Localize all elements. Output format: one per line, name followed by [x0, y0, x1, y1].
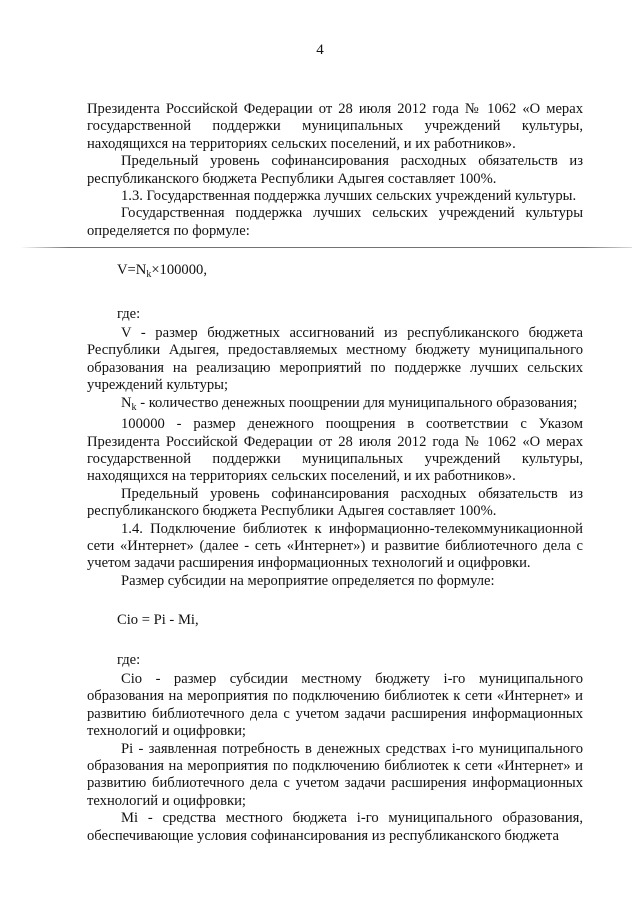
- nk-definition-text: - количество денежных поощрении для муниципального образования;: [136, 394, 578, 411]
- document-body: [87, 101, 583, 845]
- paragraph-cofinancing-level-2: Предельный уровень софинансирования расходных обязательств из республиканского бюджета Республики Адыгея составляет 100%.: [87, 485, 583, 520]
- paragraph-mi-definition: Mi - средства местного бюджета i-го муниципального образования, обеспечивающие условия софинансирования из республиканского бюджета: [87, 810, 583, 844]
- where-label-2: где:: [117, 651, 141, 668]
- paragraph-formula-intro-2: Размер субсидии на мероприятие определяется по формуле:: [121, 572, 495, 589]
- paragraph-formula-intro-1: Государственная поддержка лучших сельских учреждений культуры определяется по формуле:: [87, 205, 583, 239]
- paragraph-pi-definition: Pi - заявленная потребность в денежных средствах i-го муниципального образования на мероприятия по подключению библиотек к сети «Интернет» и развитию библиотечного дела с учетом задачи расширения информационных технологий и оцифровки;: [87, 740, 583, 809]
- formula-v-main: V=N: [117, 262, 147, 279]
- nk-subscript: k: [131, 401, 137, 413]
- paragraph-v-definition: V - размер бюджетных ассигнований из республиканского бюджета Республики Адыгея, предоставляемых местному бюджету муниципального образования на реализацию мероприятий по поддержке лучших сельских учреждений культуры;: [87, 325, 583, 394]
- paragraph-cofinancing-level-1: Предельный уровень софинансирования расходных обязательств из республиканского бюджета Республики Адыгея составляет 100%.: [87, 153, 583, 187]
- nk-symbol: N: [121, 394, 132, 411]
- paragraph-100000-definition: 100000 - размер денежного поощрения в соответствии с Указом Президента Российской Федерации от 28 июля 2012 года № 1062 «О мерах государственной поддержки муниципальных учреждений культуры, находящихся на территориях сельских поселений, и их работников».: [87, 416, 583, 485]
- page-number: 4: [316, 42, 324, 58]
- paragraph-section-1-3-heading: 1.3. Государственная поддержка лучших сельских учреждений культуры.: [121, 188, 577, 205]
- paragraph-nk-definition: [87, 395, 583, 416]
- formula-v-subscript: k: [146, 269, 152, 281]
- formula-v: [117, 262, 583, 283]
- formula-cio: Ciо = Pi - Mi,: [117, 612, 199, 629]
- where-label-1: где:: [117, 305, 141, 322]
- paragraph-section-1-4-heading: 1.4. Подключение библиотек к информационно-телекоммуникационной сети «Интернет» (далее - сеть «Интернет») и развитие библиотечного дела с учетом задачи расширения информационных технологий и оцифровки.: [87, 520, 583, 572]
- formula-v-rest: ×100000,: [151, 262, 207, 279]
- paragraph-cio-definition: Ciо - размер субсидии местному бюджету i-го муниципального образования на мероприятия по подключению библиотек к сети «Интернет» и развитию библиотечного дела с учетом задачи расширения информационных технологий и оцифровки;: [87, 670, 583, 740]
- paragraph-decree-reference: Президента Российской Федерации от 28 июля 2012 года № 1062 «О мерах государственной поддержки муниципальных учреждений культуры, находящихся на территориях сельских поселений, и их работников».: [87, 101, 583, 152]
